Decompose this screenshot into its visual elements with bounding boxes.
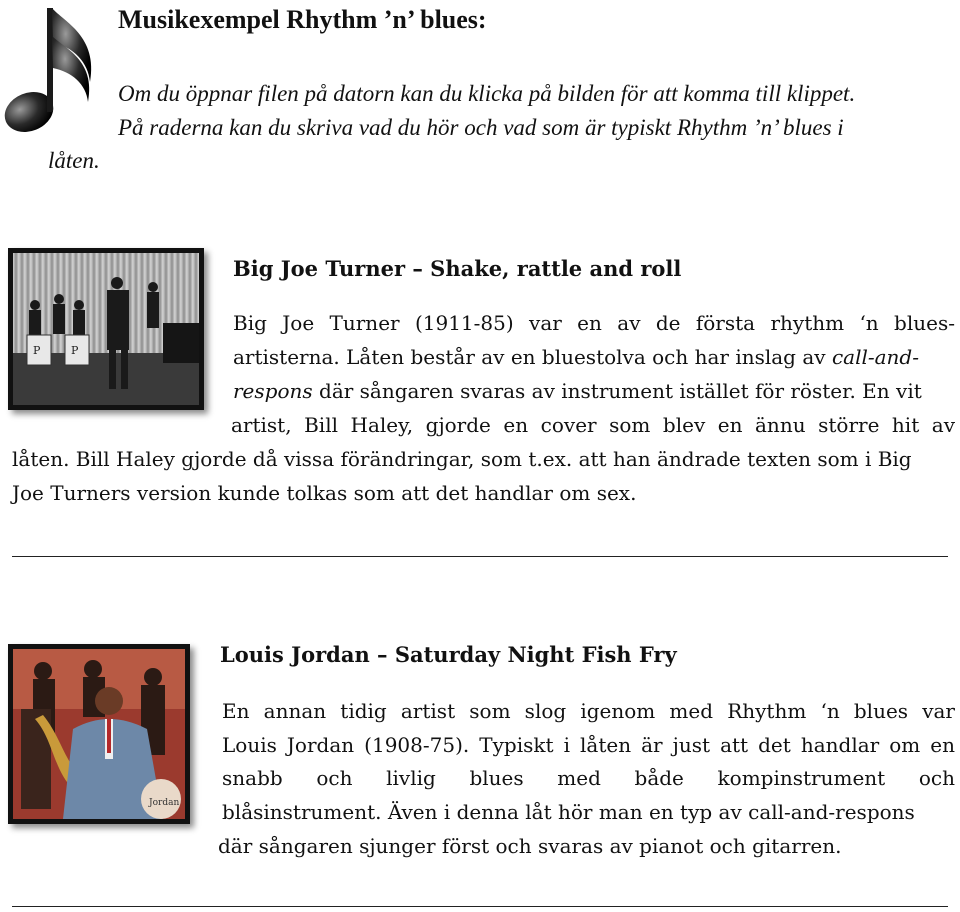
section-title: Big Joe Turner – Shake, rattle and roll [233,256,682,281]
text-fragment-italic: call-and- [831,345,919,369]
section-text-line: låten. Bill Haley gjorde då vissa förändringar, som t.ex. att han ändrade texten som i Big [12,447,912,471]
page-title: Musikexempel Rhythm ’n’ blues: [118,5,487,34]
svg-text:P: P [33,344,41,357]
section-text-line: Louis Jordan (1908-75). Typiskt i låten är just att det handlar om en [222,733,955,757]
louis-jordan-photo[interactable] [8,644,190,824]
section-title: Louis Jordan – Saturday Night Fish Fry [220,642,677,667]
section-text-line: snabb och livlig blues med både kompinstrument och [222,766,955,790]
writing-line [12,556,948,557]
section-text-line: blåsinstrument. Även i denna låt hör man en typ av call-and-respons [222,800,915,824]
intro-text-line: Om du öppnar filen på datorn kan du klicka på bilden för att komma till klippet. [118,81,856,106]
writing-line [12,906,948,907]
section-text-line: En annan tidig artist som slog igenom med Rhythm ‘n blues var [222,699,955,723]
section-text-line: artist, Bill Haley, gjorde en cover som blev en ännu större hit av [231,413,955,437]
section-text-line: Big Joe Turner (1911-85) var en av de första rhythm ‘n blues- [233,311,955,335]
section-text-line [233,342,919,372]
intro-text-line: låten. [48,148,100,173]
text-fragment: artisterna. Låten består av en bluestolva och har inslag av [233,345,832,369]
intro-text-line: På raderna kan du skriva vad du hör och vad som är typiskt Rhythm ’n’ blues i [118,115,844,140]
music-note-icon [2,2,102,138]
svg-text:Jordan: Jordan [149,798,180,808]
svg-text:P: P [71,344,79,357]
big-joe-turner-photo[interactable] [8,248,204,410]
text-fragment-italic: respons [233,379,313,403]
text-fragment: där sångaren svaras av instrument istället för röster. En vit [312,379,922,403]
section-text-line: där sångaren sjunger först och svaras av pianot och gitarren. [218,834,842,858]
section-text-line [233,376,922,406]
section-text-line: Joe Turners version kunde tolkas som att det handlar om sex. [12,481,637,505]
